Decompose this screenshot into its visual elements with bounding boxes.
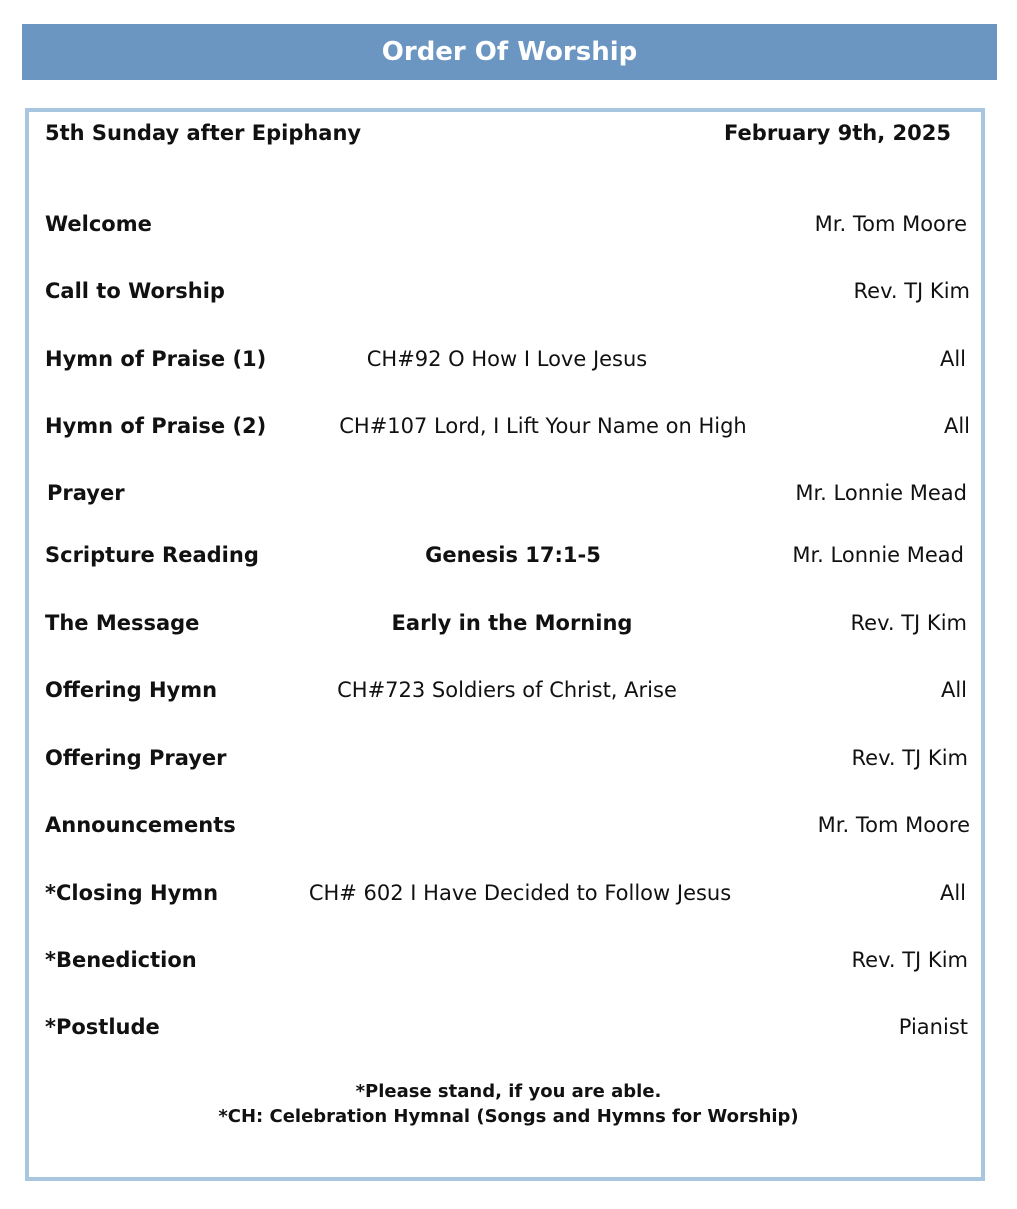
worship-frame	[25, 108, 985, 1181]
page-title: Order Of Worship	[381, 37, 638, 67]
occasion-title: 5th Sunday after Epiphany	[45, 121, 362, 145]
footer-note-hymnal: *CH: Celebration Hymnal (Songs and Hymns for Worship)	[218, 1106, 799, 1127]
item-leader-benediction: Rev. TJ Kim	[851, 948, 968, 972]
item-label-hymn-of-praise-1: Hymn of Praise (1)	[45, 347, 267, 371]
title-banner	[22, 24, 997, 80]
item-label-call-to-worship: Call to Worship	[45, 279, 225, 303]
item-label-offering-hymn: Offering Hymn	[45, 678, 218, 702]
item-leader-announcements: Mr. Tom Moore	[817, 813, 970, 837]
item-leader-closing-hymn: All	[939, 881, 966, 905]
item-leader-the-message: Rev. TJ Kim	[850, 611, 967, 635]
item-label-welcome: Welcome	[45, 212, 152, 236]
item-detail-closing-hymn: CH# 602 I Have Decided to Follow Jesus	[308, 881, 732, 905]
item-label-offering-prayer: Offering Prayer	[45, 746, 227, 770]
item-detail-scripture-reading: Genesis 17:1-5	[425, 543, 601, 567]
item-detail-the-message: Early in the Morning	[391, 611, 633, 635]
item-leader-scripture-reading: Mr. Lonnie Mead	[792, 543, 964, 567]
item-label-benediction: *Benediction	[45, 948, 197, 972]
service-date: February 9th, 2025	[724, 121, 951, 145]
item-leader-prayer: Mr. Lonnie Mead	[795, 481, 967, 505]
item-leader-call-to-worship: Rev. TJ Kim	[853, 279, 970, 303]
item-detail-hymn-of-praise-1: CH#92 O How I Love Jesus	[366, 347, 648, 371]
item-label-the-message: The Message	[45, 611, 200, 635]
item-label-postlude: *Postlude	[45, 1015, 160, 1039]
item-detail-offering-hymn: CH#723 Soldiers of Christ, Arise	[337, 678, 677, 702]
item-leader-hymn-of-praise-1: All	[939, 347, 966, 371]
item-label-hymn-of-praise-2: Hymn of Praise (2)	[45, 414, 267, 438]
item-leader-hymn-of-praise-2: All	[943, 414, 970, 438]
item-leader-welcome: Mr. Tom Moore	[814, 212, 967, 236]
item-label-prayer: Prayer	[47, 481, 125, 505]
footer-note-stand: *Please stand, if you are able.	[355, 1081, 662, 1102]
item-label-scripture-reading: Scripture Reading	[45, 543, 259, 567]
item-leader-postlude: Pianist	[898, 1015, 968, 1039]
item-label-announcements: Announcements	[45, 813, 236, 837]
item-leader-offering-hymn: All	[940, 678, 967, 702]
item-leader-offering-prayer: Rev. TJ Kim	[851, 746, 968, 770]
item-detail-hymn-of-praise-2: CH#107 Lord, I Lift Your Name on High	[339, 414, 747, 438]
item-label-closing-hymn: *Closing Hymn	[45, 881, 219, 905]
